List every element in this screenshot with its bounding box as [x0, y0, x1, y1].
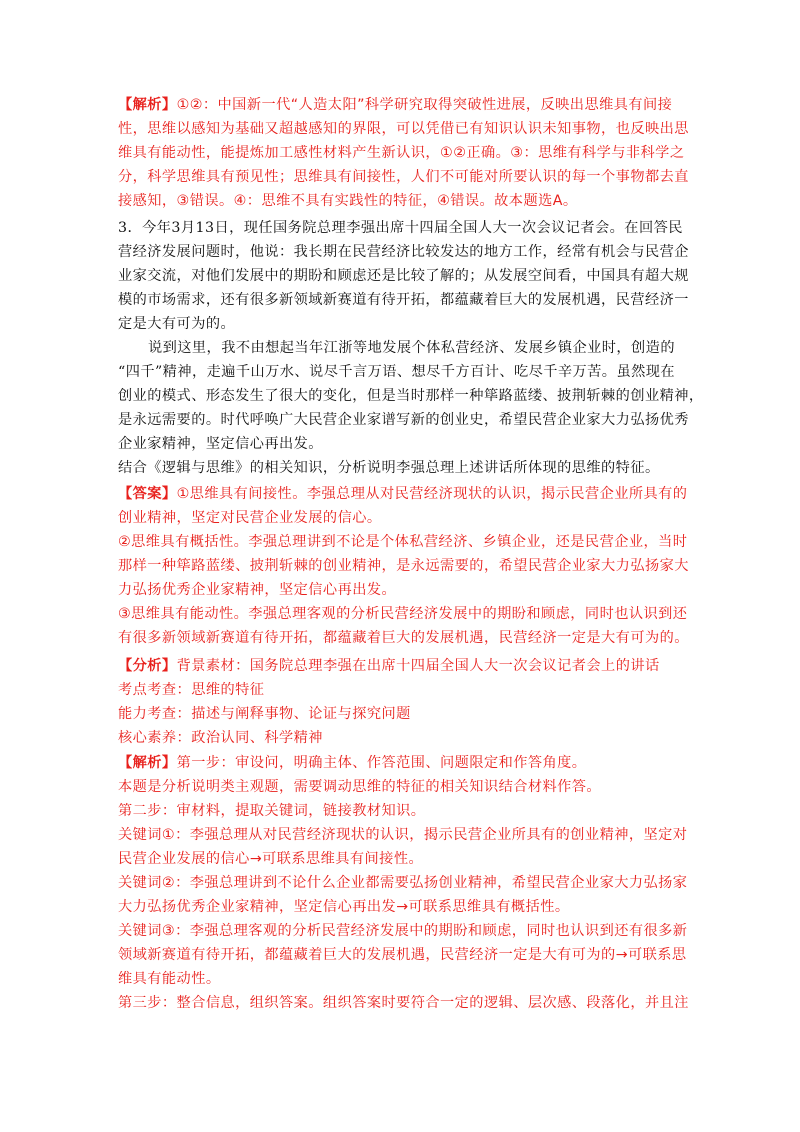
question-line: 企业家精神，坚定信心再出发。 — [118, 436, 323, 452]
analysis-line: 背景素材：国务院总理李强在出席十四届全国人大一次会议记者会上的讲话 — [176, 658, 660, 674]
analysis-q2-line: 接感知，③错误。④：思维不具有实践性的特征，④错误。故本题选A。 — [118, 193, 578, 209]
analysis-q2 — [118, 93, 689, 213]
explain-line: 关键词③：李强总理客观的分析民营经济发展中的期盼和顾虑，同时也认识到还有很多新 — [118, 923, 688, 939]
explain-tag: 【解析】 — [118, 755, 177, 771]
answer-line: 那样一种筚路蓝缕、披荆斩棘的创业精神，是永远需要的，希望民营企业家大力弘扬家大 — [118, 558, 689, 574]
explain-line: 第二步：审材料，提取关键词，链接教材知识。 — [118, 803, 426, 819]
answer-line: ③思维具有能动性。李强总理客观的分析民营经济发展中的期盼和顾虑，同时也认识到还 — [118, 606, 688, 622]
question-prompt: 结合《逻辑与思维》的相关知识，分析说明李强总理上述讲话所体现的思维的特征。 — [118, 460, 660, 476]
analysis-q2-line: ①②：中国新一代“人造太阳”科学研究取得突破性进展，反映出思维具有间接 — [176, 97, 673, 113]
question-line: 创业的模式、形态发生了很大的变化，但是当时那样一种筚路蓝缕、披荆斩棘的创业精神， — [118, 388, 704, 404]
analysis-tag: 【解析】 — [118, 97, 177, 113]
question-line: 是永远需要的。时代呼唤广大民营企业家谱写新的创业史，希望民营企业家大力弘扬优秀 — [118, 412, 689, 428]
explain-line: 民营企业发展的信心→可联系思维具有间接性。 — [118, 851, 424, 867]
analysis-block — [118, 654, 684, 750]
explain-line: 关键词①：李强总理从对民营经济现状的认识，揭示民营企业所具有的创业精神，坚定对 — [118, 827, 688, 843]
answer-line: 创业精神，坚定对民营企业发展的信心。 — [118, 510, 382, 526]
explain-line: 关键词②：李强总理讲到不论什么企业都需要弘扬创业精神，希望民营企业家大力弘扬家 — [118, 875, 688, 891]
question-line: 说到这里，我不由想起当年江浙等地发展个体私营经济、发展乡镇企业时，创造的 — [148, 340, 675, 356]
question-line: 模的市场需求，还有很多新领域新赛道有待开拓，都蕴藏着巨大的发展机遇，民营经济一 — [118, 292, 689, 308]
answer-tag: 【答案】 — [118, 486, 177, 502]
answer-line: ①思维具有间接性。李强总理从对民营经济现状的认识，揭示民营企业所具有的 — [176, 486, 688, 502]
question-line: 业家交流，对他们发展中的期盼和顾虑还是比较了解的；从发展空间看，中国具有超大规 — [118, 268, 689, 284]
analysis-q2-line: 性，思维以感知为基础又超越感知的界限，可以凭借已有知识认识未知事物，也反映出思 — [118, 121, 689, 137]
explain-line: 本题是分析说明类主观题，需要调动思维的特征的相关知识结合材料作答。 — [118, 779, 602, 795]
question-line: “四千”精神，走遍千山万水、说尽千言万语、想尽千方百计、吃尽千辛万苦。虽然现在 — [118, 364, 675, 380]
analysis-q2-line: 分，科学思维具有预见性；思维具有间接性，人们不可能对所要认识的每一个事物都去直 — [118, 169, 689, 185]
question-line: 营经济发展问题时，他说：我长期在民营经济比较发达的地方工作，经常有机会与民营企 — [118, 244, 689, 260]
analysis-line: 考点考查：思维的特征 — [118, 682, 265, 698]
explain-line: 维具有能动性。 — [118, 971, 221, 987]
explain-line: 第一步：审设问，明确主体、作答范围、问题限定和作答角度。 — [176, 755, 587, 771]
analysis-line: 能力考查：描述与阐释事物、论证与探究问题 — [118, 706, 411, 722]
question-line: 3．今年3月13日，现任国务院总理李强出席十四届全国人大一次会议记者会。在回答民 — [118, 220, 683, 236]
analysis-line: 核心素养：政治认同、科学精神 — [118, 730, 323, 746]
analysis-tag: 【分析】 — [118, 658, 177, 674]
answer-line: ②思维具有概括性。李强总理讲到不论是个体私营经济、乡镇企业，还是民营企业，当时 — [118, 534, 688, 550]
answer-line: 有很多新领域新赛道有待开拓，都蕴藏着巨大的发展机遇，民营经济一定是大有可为的。 — [118, 630, 689, 646]
explain-line: 第三步：整合信息，组织答案。组织答案时要符合一定的逻辑、层次感、段落化，并且注 — [118, 995, 689, 1011]
answer-block — [118, 482, 689, 650]
question-line: 定是大有可为的。 — [118, 316, 236, 332]
explanation-block — [118, 751, 689, 1015]
explain-line: 大力弘扬优秀企业家精神，坚定信心再出发→可联系思维具有概括性。 — [118, 899, 570, 915]
analysis-q2-line: 维具有能动性，能提炼加工感性材料产生新认识，①②正确。③：思维有科学与非科学之 — [118, 145, 685, 161]
explain-line: 领域新赛道有待开拓，都蕴藏着巨大的发展机遇，民营经济一定是大有可为的→可联系思 — [118, 947, 687, 963]
answer-line: 力弘扬优秀企业家精神，坚定信心再出发。 — [118, 582, 397, 598]
question-3 — [118, 216, 704, 480]
